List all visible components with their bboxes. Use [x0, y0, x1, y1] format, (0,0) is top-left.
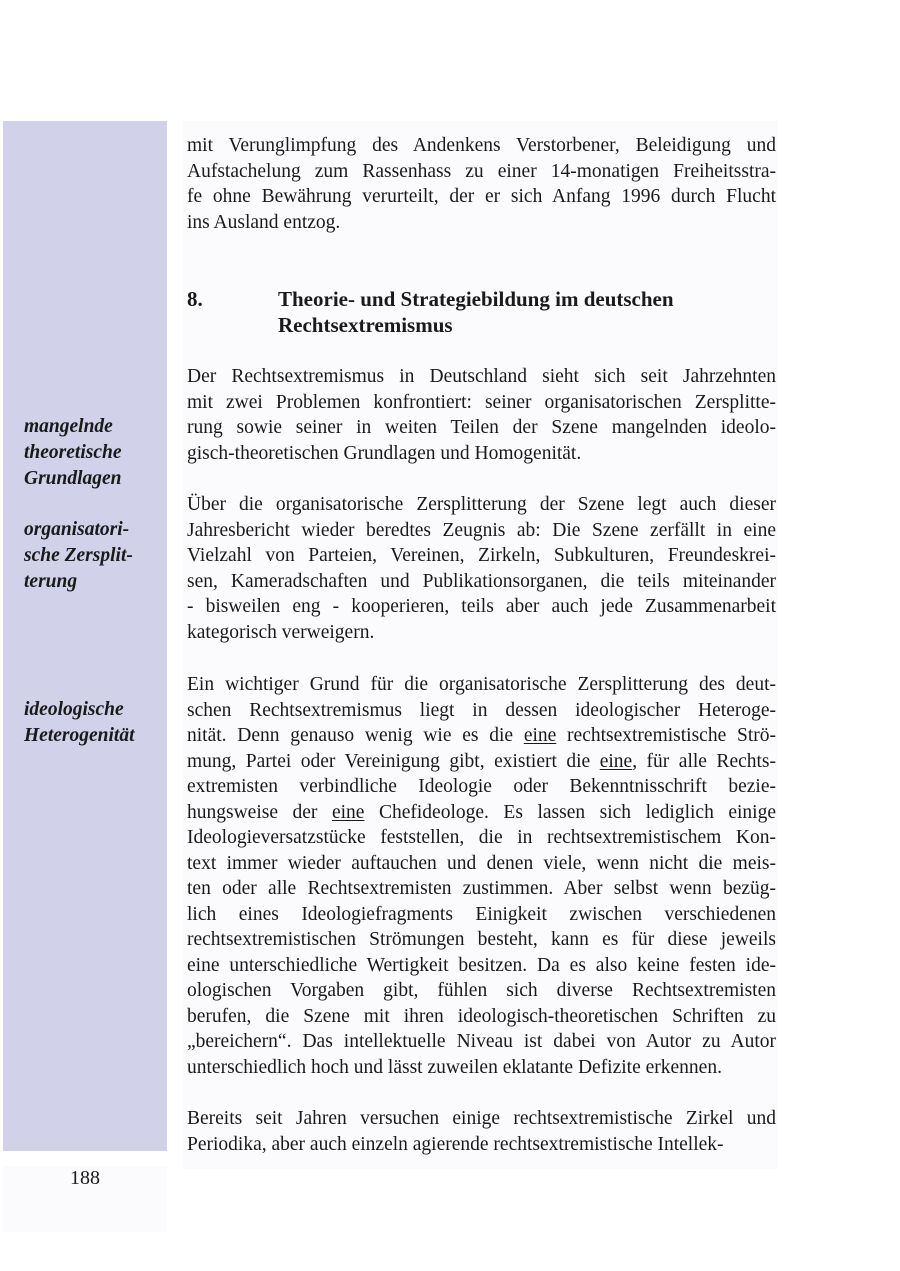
text-line: ologischen Vorgaben gibt, fühlen sich diverse Rechtsextremisten: [187, 980, 776, 1001]
margin-note-line: sche Zersplit-: [24, 545, 133, 566]
text-line: schen Rechtsextremismus liegt in dessen ideologischer Heteroge-: [187, 699, 776, 721]
margin-note-line: terung: [24, 571, 78, 592]
emphasized-word: eine: [599, 750, 633, 772]
text-segment: nität. Denn genauso wenig wie es die: [187, 725, 524, 746]
text-line: mit Verunglimpfung des Andenkens Verstorbener, Beleidigung und: [187, 135, 776, 156]
section-number: 8.: [187, 287, 203, 311]
text-line: Vielzahl von Parteien, Vereinen, Zirkeln, Subkulturen, Freundeskrei-: [187, 545, 776, 566]
text-line: Aufstachelung zum Rassenhass zu einer 14-monatigen Freiheitsstra-: [187, 160, 776, 182]
section-title: [278, 286, 778, 338]
paragraph-fragmentation: [187, 492, 776, 645]
text-line: text immer wieder auftauchen und denen viele, wenn nicht die meis-: [187, 852, 776, 874]
text-line: rung sowie seiner in weiten Teilen der Szene mangelnden ideolo-: [187, 417, 776, 438]
text-line: ten oder alle Rechtsextremisten zustimmen. Aber selbst wenn bezüg-: [187, 878, 776, 899]
margin-note-mangelnde-grundlagen: [24, 414, 164, 492]
text-line: - bisweilen eng - kooperieren, teils aber auch jede Zusammenarbeit: [187, 596, 776, 617]
text-line: Über die organisatorische Zersplitterung der Szene legt auch dieser: [187, 494, 776, 515]
margin-note-line: ideologische: [24, 699, 124, 720]
text-line: rechtsextremistischen Strömungen besteht, kann es für diese jeweils: [187, 929, 776, 950]
text-segment: rechtsextremistische Strö-: [556, 725, 776, 746]
section-title-line: Rechtsextremismus: [278, 313, 453, 337]
emphasized-word: eine: [523, 725, 557, 746]
text-segment: hungsweise der: [187, 801, 332, 823]
text-line: gisch-theoretischen Grundlagen und Homogenität.: [187, 442, 582, 464]
text-line: unterschiedlich hoch und lässt zuweilen eklatante Defizite erkennen.: [187, 1056, 722, 1078]
text-segment: Chefideologe. Es lassen sich lediglich einige: [364, 801, 776, 823]
text-segment: mung, Partei oder Vereinigung gibt, existiert die: [187, 750, 600, 772]
text-line: berufen, die Szene mit ihren ideologisch-theoretischen Schriften zu: [187, 1005, 776, 1027]
text-line: [187, 723, 776, 749]
text-line: sen, Kameradschaften und Publikationsorganen, die teils miteinander: [187, 570, 776, 592]
emphasized-word: eine: [331, 801, 365, 823]
paragraph-heterogeneity: [187, 672, 776, 1080]
text-line: kategorisch verweigern.: [187, 621, 375, 643]
margin-note-line: mangelnde: [24, 416, 113, 437]
paragraph-problems: [187, 364, 776, 466]
text-line: [187, 749, 776, 775]
margin-sidebar: [3, 121, 167, 1151]
text-line: Bereits seit Jahren versuchen einige rechtsextremistische Zirkel und: [187, 1108, 776, 1129]
text-line: extremisten verbindliche Ideologie oder Bekenntnisschrift bezie-: [187, 776, 776, 797]
text-line: eine unterschiedliche Wertigkeit besitzen. Da es also keine festen ide-: [187, 954, 776, 976]
margin-note-heterogenitaet: [24, 697, 164, 749]
text-line: Ein wichtiger Grund für die organisatorische Zersplitterung des deut-: [187, 674, 776, 695]
margin-note-zersplitterung: [24, 517, 164, 595]
margin-note-line: Heterogenität: [24, 725, 135, 746]
text-line: Der Rechtsextremismus in Deutschland sieht sich seit Jahrzehnten: [187, 366, 776, 387]
text-line: mit zwei Problemen konfrontiert: seiner organisatorischen Zersplitte-: [187, 391, 776, 413]
page-number: 188: [70, 1167, 100, 1189]
paragraph-intro-continuation: [187, 133, 776, 235]
margin-note-line: organisatori-: [24, 519, 130, 540]
text-line: „bereichern“. Das intellektuelle Niveau ist dabei von Autor zu Autor: [187, 1031, 776, 1052]
text-line: lich eines Ideologiefragments Einigkeit zwischen verschiedenen: [187, 903, 776, 925]
margin-note-line: theoretische: [24, 442, 122, 463]
text-line: Periodika, aber auch einzeln agierende rechtsextremistische Intellek-: [187, 1133, 724, 1155]
text-line: Jahresbericht wieder beredtes Zeugnis ab: Die Szene zerfällt in eine: [187, 519, 776, 541]
text-line: fe ohne Bewährung verurteilt, der er sich Anfang 1996 durch Flucht: [187, 186, 776, 207]
text-line: ins Ausland entzog.: [187, 211, 341, 233]
paragraph-theory-attempts: [187, 1106, 776, 1157]
text-segment: , für alle Rechts-: [632, 750, 776, 772]
section-title-line: Theorie- und Strategiebildung im deutschen: [278, 287, 674, 311]
text-line: Ideologieversatzstücke feststellen, die in rechtsextremistischem Kon-: [187, 827, 776, 848]
text-line: [187, 800, 776, 826]
margin-note-line: Grundlagen: [24, 468, 122, 489]
